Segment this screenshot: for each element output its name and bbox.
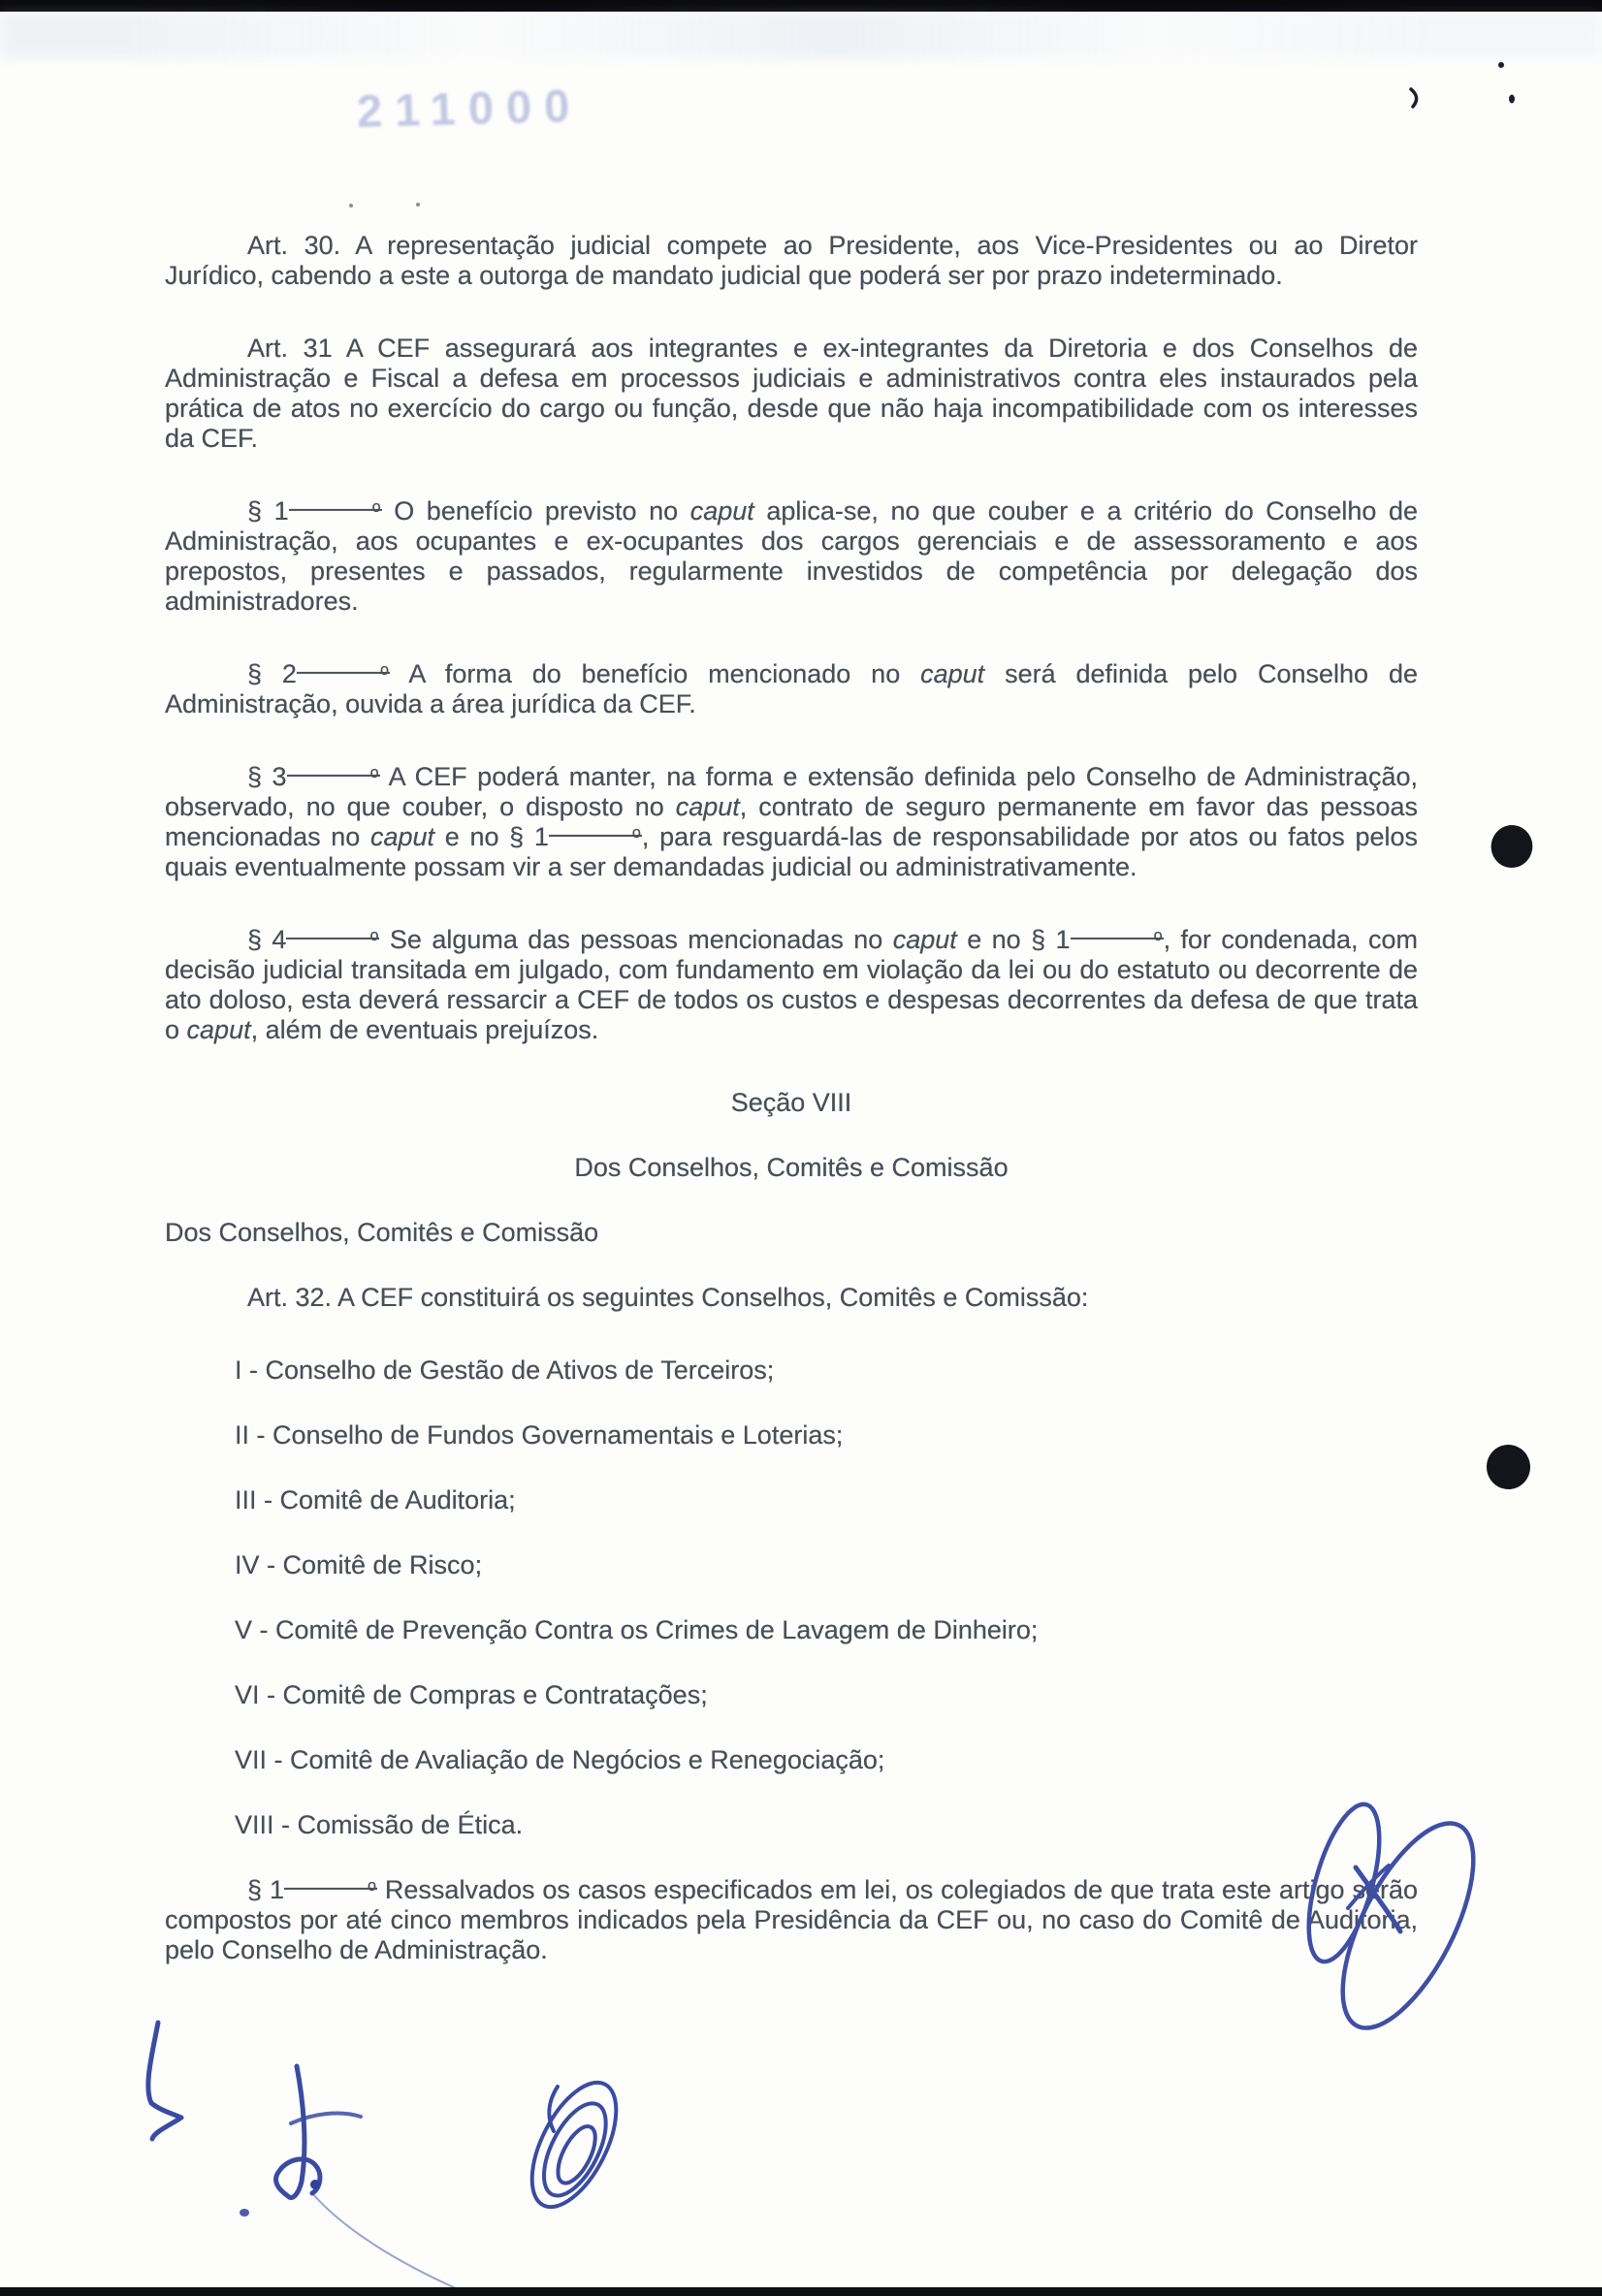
text-run: , contrato de seguro permanente em favor das pessoas mencionadas no xyxy=(165,792,1418,851)
ordinal-indicator: o xyxy=(286,936,379,940)
scan-speck xyxy=(416,203,420,207)
ordinal-indicator: o xyxy=(289,507,382,511)
italic-term: caput xyxy=(892,925,957,954)
list-item xyxy=(235,1485,1418,1515)
text-run: Dos Conselhos, Comitês e Comissão xyxy=(574,1153,1009,1182)
hole-punch-dot xyxy=(1485,1443,1533,1491)
scan-edge-top xyxy=(0,0,1602,12)
text-run: e no § 1 xyxy=(956,925,1071,954)
text-run: , além de eventuais prejuízos. xyxy=(250,1015,599,1044)
section-heading xyxy=(165,1088,1418,1118)
ordinal-indicator: o xyxy=(1071,936,1164,940)
text-run: aplica-se, no que couber e a critério do Conselho de Administração, aos ocupantes e ex-ocupantes dos cargos gerenciais e de assessoramento e aos prepostos, presentes e passados, regularmente investidos de competência por delegação dos administradores. xyxy=(165,496,1418,616)
italic-term: caput xyxy=(186,1015,251,1044)
text-run: § 2 xyxy=(247,659,297,688)
italic-term: caput xyxy=(370,822,435,851)
text-run: II - Conselho de Fundos Governamentais e Loterias; xyxy=(235,1420,844,1450)
scan-speck xyxy=(1411,89,1417,107)
signature-spiral xyxy=(515,2070,633,2220)
text-run: § 3 xyxy=(247,762,287,791)
scan-speck xyxy=(1509,95,1515,104)
scan-edge-bottom xyxy=(0,2287,1602,2296)
ordinal-indicator: o xyxy=(549,833,642,837)
text-run: VIII - Comissão de Ética. xyxy=(235,1810,524,1839)
text-run: III - Comitê de Auditoria; xyxy=(235,1485,516,1515)
paragraph xyxy=(165,1283,1418,1313)
text-run: V - Comitê de Prevenção Contra os Crimes de Lavagem de Dinheiro; xyxy=(235,1615,1039,1644)
text-run: Art. 32. A CEF constituirá os seguintes Conselhos, Comitês e Comissão: xyxy=(247,1283,1089,1312)
list-item xyxy=(235,1810,1418,1840)
section-heading xyxy=(165,1218,1418,1248)
scan-speck xyxy=(1498,62,1504,68)
ordinal-indicator: o xyxy=(297,670,390,674)
text-run: Ressalvados os casos especificados em lei, os colegiados de que trata este artigo serão compostos por até cinco membros indicados pela Presidência da CEF ou, no caso do Comitê de Auditoria, pelo Conselho de Administração. xyxy=(165,1875,1418,1964)
text-run: Seção VIII xyxy=(730,1088,852,1117)
list-item xyxy=(235,1745,1418,1775)
text-run: VI - Comitê de Compras e Contratações; xyxy=(235,1680,708,1709)
text-run: Dos Conselhos, Comitês e Comissão xyxy=(165,1218,599,1247)
list-item xyxy=(235,1550,1418,1580)
text-run: , para resguardá-las de responsabilidade por atos ou fatos pelos quais eventualmente possam vir a ser demandadas judicial ou administrativamente. xyxy=(165,822,1418,881)
document-body xyxy=(165,231,1418,2008)
list-item xyxy=(235,1680,1418,1710)
paragraph xyxy=(165,659,1418,719)
text-run: Se alguma das pessoas mencionadas no xyxy=(379,925,893,954)
paragraph xyxy=(165,1875,1418,1965)
text-run: VII - Comitê de Avaliação de Negócios e Renegociação; xyxy=(235,1745,885,1774)
paragraph xyxy=(165,231,1418,291)
text-run: , for condenada, com decisão judicial transitada em julgado, com fundamento em violação da lei ou do estatuto ou decorrente de ato doloso, esta deverá ressarcir a CEF de todos os custos e despesas decorrentes da defesa de que trata o xyxy=(165,925,1418,1044)
paragraph xyxy=(165,496,1418,617)
text-run: A forma do benefício mencionado no xyxy=(389,659,921,688)
stamp-number: 211000 xyxy=(356,79,583,138)
paragraph xyxy=(165,334,1418,454)
text-run: IV - Comitê de Risco; xyxy=(235,1550,483,1579)
text-run: A CEF poderá manter, na forma e extensão definida pelo Conselho de Administração, observado, no que couber, o disposto no xyxy=(165,762,1418,821)
scan-smudge xyxy=(0,12,1602,58)
ordinal-indicator: o xyxy=(287,773,380,777)
ordinal-indicator: o xyxy=(284,1886,377,1890)
text-run: Art. 30. A representação judicial compete ao Presidente, aos Vice-Presidentes ou ao Diretor Jurídico, cabendo a este a outorga de mandato judicial que poderá ser por prazo indeterminado. xyxy=(165,231,1418,290)
paragraph xyxy=(165,925,1418,1045)
text-run: Art. 31 A CEF assegurará aos integrantes e ex-integrantes da Diretoria e dos Conselhos de Administração e Fiscal a defesa em processos judiciais e administrativos contra eles instaurados pela prática de atos no exercício do cargo ou função, desde que não haja incompatibilidade com os interesses da CEF. xyxy=(165,334,1418,453)
hole-punch-dot xyxy=(1489,822,1535,871)
text-run: § 1 xyxy=(247,1875,284,1904)
italic-term: caput xyxy=(920,659,985,688)
paragraph xyxy=(165,762,1418,882)
text-run: será definida pelo Conselho de Administração, ouvida a área jurídica da CEF. xyxy=(165,659,1418,718)
signature-check xyxy=(148,2023,181,2139)
text-run: I - Conselho de Gestão de Ativos de Terceiros; xyxy=(235,1355,775,1385)
text-run: e no § 1 xyxy=(434,822,549,851)
list-item xyxy=(235,1420,1418,1451)
list-item xyxy=(235,1615,1418,1645)
italic-term: caput xyxy=(675,792,740,821)
text-run: § 4 xyxy=(247,925,287,954)
scan-speck xyxy=(349,204,353,207)
section-heading xyxy=(165,1153,1418,1183)
text-run: O benefício previsto no xyxy=(381,496,690,526)
signature-cross xyxy=(240,2066,467,2294)
italic-term: caput xyxy=(689,496,754,526)
list-item xyxy=(235,1355,1418,1386)
text-run: § 1 xyxy=(247,496,289,526)
